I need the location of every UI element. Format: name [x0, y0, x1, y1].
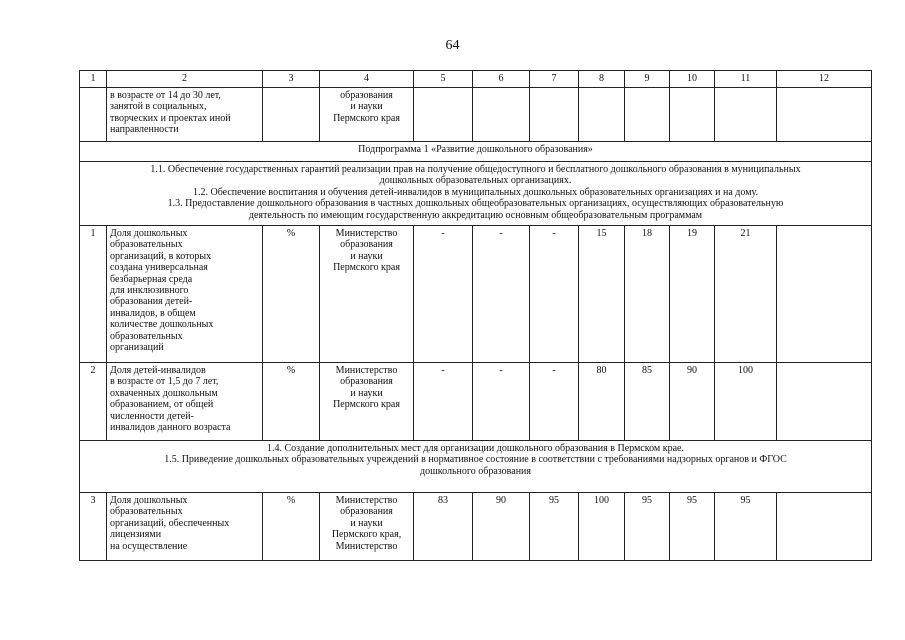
- notes-cell: [777, 363, 872, 441]
- responsible-cell: [320, 363, 414, 441]
- objective-line: 1.2. Обеспечение воспитания и обучения детей-инвалидов в муниципальных дошкольных образовательных организациях и на дому.: [192, 186, 759, 198]
- responsible-text-line: Пермского края: [333, 399, 400, 411]
- value-cell: 95: [670, 493, 715, 561]
- column-number: 1: [80, 71, 107, 88]
- row-number: 1: [80, 226, 107, 363]
- unit-cell: %: [263, 363, 320, 441]
- value-cell: 100: [715, 363, 777, 441]
- responsible-cell: [320, 88, 414, 142]
- indicator-text-line: инвалидов, в общем: [110, 307, 196, 319]
- indicator-text-line: безбарьерная среда: [110, 273, 193, 285]
- value-cell: 95: [530, 493, 579, 561]
- column-number: 2: [107, 71, 263, 88]
- responsible-text-line: образования: [340, 239, 393, 251]
- responsible-text-line: Пермского края: [333, 262, 400, 274]
- indicator-text-line: Доля дошкольных: [110, 228, 188, 239]
- indicator-text-line: занятой в социальных,: [110, 101, 207, 113]
- indicator-cell: [107, 88, 263, 142]
- objective-line: деятельность по имеющим государственную аккредитацию основным общеобразовательным программам: [248, 209, 703, 221]
- objective-line: 1.4. Создание дополнительных мест для организации дошкольного образования в Пермском крае.: [267, 443, 684, 454]
- responsible-text-line: и науки: [350, 250, 383, 262]
- value-cell: 18: [625, 226, 670, 363]
- value-cell: 90: [670, 363, 715, 441]
- continuation-row: [80, 88, 872, 142]
- indicator-text-line: для инклюзивного: [110, 285, 189, 297]
- value-cell: 15: [579, 226, 625, 363]
- page-number: 64: [445, 38, 460, 53]
- value-cell: 80: [579, 363, 625, 441]
- table-row: [80, 363, 872, 441]
- responsible-text-line: Министерство: [335, 540, 398, 552]
- value-cell: -: [530, 363, 579, 441]
- indicator-text-line: организаций, в которых: [110, 250, 212, 262]
- cell-num: [80, 88, 107, 142]
- indicator-text-line: лицензиями: [110, 529, 162, 541]
- indicator-text-line: образовательных: [110, 239, 183, 251]
- unit-cell: %: [263, 493, 320, 561]
- objectives-row: [80, 162, 872, 226]
- value-cell: 100: [579, 493, 625, 561]
- value-cell: 95: [625, 493, 670, 561]
- indicator-cell: [107, 363, 263, 441]
- indicator-text-line: организаций, обеспеченных: [110, 517, 230, 529]
- objective-line: дошкольных образовательных организациях.: [379, 175, 572, 187]
- responsible-text-line: Министерство: [335, 365, 398, 376]
- responsible-text-line: Пермского края,: [331, 529, 402, 541]
- indicator-text-line: образованием, от общей: [110, 399, 214, 411]
- responsible-text-line: Пермского края: [333, 112, 400, 124]
- indicator-text-line: творческих и проектах иной: [110, 112, 231, 124]
- responsible-text-line: образования: [340, 376, 393, 388]
- subprogram-row: [80, 142, 872, 162]
- table-row: [80, 493, 872, 561]
- unit-cell: %: [263, 226, 320, 363]
- responsible-text-line: Министерство: [335, 495, 398, 506]
- indicator-cell: [107, 226, 263, 363]
- objective-line: 1.3. Предоставление дошкольного образования в частных дошкольных общеобразовательных организациях, осуществляющих образовательную: [167, 198, 784, 210]
- indicator-text-line: инвалидов данного возраста: [110, 422, 231, 434]
- column-number: 6: [473, 71, 530, 88]
- table-row: [80, 226, 872, 363]
- column-number: 3: [263, 71, 320, 88]
- row-number: 2: [80, 363, 107, 441]
- indicator-text-line: количестве дошкольных: [110, 319, 214, 331]
- column-number: 7: [530, 71, 579, 88]
- indicators-table: [79, 70, 872, 561]
- indicator-text-line: на осуществление: [110, 540, 188, 552]
- responsible-cell: [320, 226, 414, 363]
- value-cell: 83: [414, 493, 473, 561]
- unit-cell: [263, 88, 320, 142]
- responsible-cell: [320, 493, 414, 561]
- objectives-row: [80, 441, 872, 493]
- subprogram-title: Подпрограмма 1 «Развитие дошкольного образования»: [80, 142, 872, 162]
- responsible-text-line: образования: [340, 90, 393, 101]
- column-number: 8: [579, 71, 625, 88]
- value-cell: -: [414, 363, 473, 441]
- value-cell: -: [473, 226, 530, 363]
- column-number: 11: [715, 71, 777, 88]
- value-cell: 19: [670, 226, 715, 363]
- responsible-text-line: и науки: [350, 517, 383, 529]
- objective-line: 1.5. Приведение дошкольных образовательных учреждений в нормативное состояние в соответствии с требованиями надзорных органов и ФГОС: [164, 454, 787, 466]
- objectives-text: [80, 162, 872, 226]
- value-cell: -: [530, 226, 579, 363]
- value-cell: -: [473, 363, 530, 441]
- indicator-text-line: в возрасте от 1,5 до 7 лет,: [110, 376, 219, 388]
- responsible-text-line: и науки: [350, 387, 383, 399]
- indicator-text-line: образовательных: [110, 506, 183, 518]
- indicator-text-line: охваченных дошкольным: [110, 387, 218, 399]
- indicator-text-line: направленности: [110, 124, 179, 136]
- responsible-text-line: Министерство: [335, 228, 398, 239]
- responsible-text-line: и науки: [350, 101, 383, 113]
- notes-cell: [777, 226, 872, 363]
- indicator-text-line: организаций: [110, 342, 164, 354]
- indicator-text-line: Доля детей-инвалидов: [110, 365, 206, 376]
- indicator-cell: [107, 493, 263, 561]
- value-cell: -: [414, 226, 473, 363]
- value-cell: 95: [715, 493, 777, 561]
- objectives-text: [80, 441, 872, 493]
- indicator-text-line: численности детей-: [110, 410, 194, 422]
- responsible-text-line: образования: [340, 506, 393, 518]
- objective-line: 1.1. Обеспечение государственных гарантий реализации прав на получение общедоступного и бесплатного дошкольного образования в муниципальных: [150, 164, 801, 175]
- column-number: 9: [625, 71, 670, 88]
- indicator-text-line: создана универсальная: [110, 262, 208, 274]
- column-number: 12: [777, 71, 872, 88]
- column-number: 4: [320, 71, 414, 88]
- notes-cell: [777, 493, 872, 561]
- objective-line: дошкольного образования: [419, 465, 531, 477]
- column-number: 10: [670, 71, 715, 88]
- value-cell: 21: [715, 226, 777, 363]
- indicator-text-line: Доля дошкольных: [110, 495, 188, 506]
- indicator-text-line: в возрасте от 14 до 30 лет,: [110, 90, 221, 101]
- value-cell: 90: [473, 493, 530, 561]
- indicator-text-line: образовательных: [110, 330, 183, 342]
- indicator-text-line: образования детей-: [110, 296, 193, 308]
- header-row: [80, 71, 872, 88]
- row-number: 3: [80, 493, 107, 561]
- value-cell: 85: [625, 363, 670, 441]
- column-number: 5: [414, 71, 473, 88]
